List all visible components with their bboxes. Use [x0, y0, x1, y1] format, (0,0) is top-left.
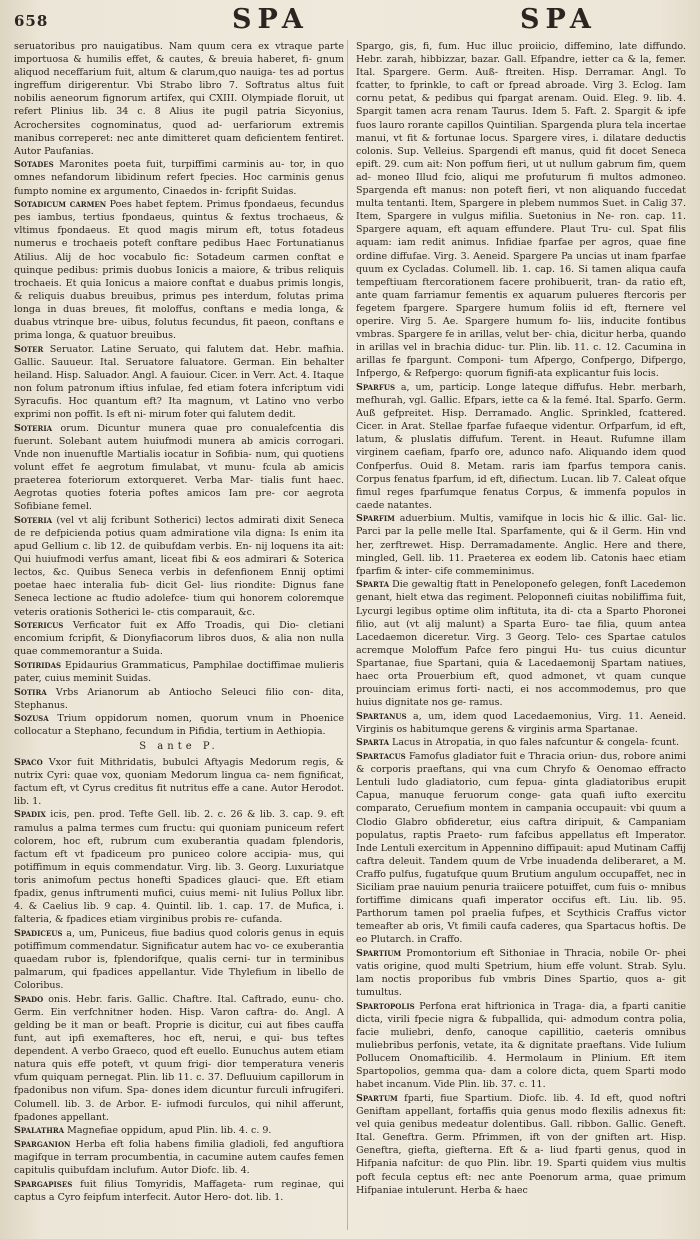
dictionary-entry: [356, 1092, 686, 1197]
entry-headword: Soter: [14, 343, 44, 355]
entry-text: Magnefiae oppidum, apud Plin. lib. 4. c. 9.: [67, 1125, 272, 1137]
entry-headword: Sotadicum carmen: [14, 199, 107, 211]
dictionary-entry: [14, 1178, 344, 1204]
dictionary-entry: [356, 512, 686, 577]
entry-text: Poes habet feptem. Primus fpondaeus, fecundus pes iambus, tertius fpondaeus, quintus & fextus trochaeus, & vltimus fpondaeus. Et quod magis mirum eft, totus fotadeus numerus e trochaeis poteft conftare pedibus Haec Fortunatianus Atilius. Alij de hoc vocabulo fic: Sotadeum carmen conftat e quinque pedibus: primis duobus Ionicis a maiore, & tribus reliquis trochaeis. Et quia Ionicus a maiore conftat e duabus primis longis, & reliquis duabus breuibus, primus pes interdum, folutas prima longa in duas breues, fit moloffus, conftans e media longa, & duabus vtrinque bre- uibus, folutus fecundus, fit paeon, conftans e prima longa, & quatuor breuibus.: [14, 199, 344, 342]
entry-headword: Spaco: [14, 756, 43, 768]
entry-headword: Sparganion: [14, 1138, 71, 1150]
dictionary-entry: [14, 659, 344, 685]
dictionary-entry: [356, 710, 686, 736]
entry-text: a, um, idem quod Lacedaemonius, Virg. 11. Aeneid. Virginis os habitumque gerens & virginis arma Spartanae.: [356, 710, 686, 735]
entry-headword: Sparfus: [356, 381, 395, 393]
entry-headword: Sparta: [356, 737, 389, 749]
entry-text: a, um, particip. Longe lateque diffufus. Hebr. merbarh, mefhurah, vgl. Gallic. Efpars, iette ca & la femé. Ital. Sparfo. Germ. Auß gefpreitet. Hisp. Derramado. Anglic. Sprinkled, fcattered. Cicer. in Arat. Stellae fparfae fufaeque videntur. Orfparfum, id eft, latum, & pluslatis diffufum. Terent. in Heaut. Rufumne illam virginem caefiam, fparfo ore, adunco nafo. Aliquando idem quod Confperfus. Ouid 8. Metam. raris iam fparfus tempora canis. Corpus fenatus fparfum, id eft, difiectum. Lucan. lib 7. Caleat ofque fimul reges fparfumque fenatus Corpus, & immenfa populos in caede natantes.: [356, 381, 686, 511]
entry-headword: Soteria: [14, 514, 53, 526]
section-separator: [14, 740, 344, 753]
entry-text: onis. Hebr. faris. Gallic. Chaftre. Ital. Caftrado, eunu- cho. Germ. Ein verfchnitner hoden. Hisp. Varon caftra- do. Angl. A gelding be it man or beaft. Proprie is dicitur, cui aut fibes cauffa funt, aut ipfi exemafteres, hoc eft, nerui, e qui- bus teftes dependent. A verbo Graeco, quod eft euello. Eunuchus autem etiam natura quis effe poteft, vt quum frigi- dior temperatura veneris vfum quiquam pernegat. Plin. lib 11. c. 37. Defluuium capillorum in fpadonibus non vifum. Spa- dones idem dicuntur furculi infrugiferi. Columell. lib. 3. de Arbor. E- iufmodi furculos, qui nihil afferunt, fpadones appellant.: [14, 993, 344, 1123]
entry-text: fuit filius Tomyridis, Maffageta- rum reginae, qui captus a Cyro feipfum interfecit. Autor Hero- dot. lib. 1.: [14, 1178, 344, 1203]
entry-headword: Spartopolis: [356, 1000, 415, 1012]
entry-headword: Sparta: [356, 579, 389, 591]
entry-text: a, um, Puniceus, fiue badius quod coloris genus in equis potiffimum commendatur. Significatur autem hac vo- ce exuberantia quaedam rubor is, fplendorifque, qualis cerni- tur in terminibus palmarum, qui fpadices appellantur. Vide Thylefium in libello de Coloribus.: [14, 927, 344, 992]
dictionary-entry: [14, 40, 344, 158]
entry-text: (vel vt alij fcribunt Sotherici) lectos admirati dixit Seneca de re defpicienda potius quam admiratione vila digna: Is enim ita apud Gellium c. lib 12. de quibufdam verbis. En- nij loquens ita ait: Qui huiufmodi verfus amant, liceat fibi & eos admirari & Soterica lectos, &c. Quibus Seneca verbis in defenfionem Ennij optimi poetae haec interalia fub- dicit Gel- lius riondite: Dignus fane Seneca lectione ac ftudio adolefce- tium qui honorem coloremque veteris orationis Sotherici le- ctis comparauit, &c.: [14, 514, 344, 618]
dictionary-entry: [14, 927, 344, 992]
dictionary-entry: [356, 578, 686, 709]
running-head-left: SPA: [232, 4, 309, 35]
page-number: 658: [14, 12, 49, 30]
entry-text: fparti, fiue Spartium. Diofc. lib. 4. Id eft, quod noftri Geniftam appellant, fortaffis quia genus modo flexilis adnexus fit: vel quia genibus medeatur dolentibus. Gall. ribbon. Gallic. Geneft. Ital. Geneftra. Germ. Pfrimmen, ift von der gniften art. Hisp. Geneftra, giefta, giefterna. Eft & a- liud fparti genus, quod in Hifpania nafcitur: de quo Plin. libr. 19. Sparti quidem vius multis poft fecula ceptus eft: nec ante Poenorum arma, quae primum Hifpaniae intulerunt. Herba & haec: [356, 1093, 686, 1196]
entry-headword: Sotericus: [14, 620, 64, 632]
dictionary-entry: [14, 343, 344, 422]
right-column: [356, 40, 686, 1230]
dictionary-entry: [356, 1000, 686, 1092]
dictionary-entry: [14, 686, 344, 712]
entry-headword: Spartium: [356, 947, 402, 959]
entry-headword: Sparfim: [356, 513, 395, 525]
entry-text: orum. Dicuntur munera quae pro conualefcentia dis fuerunt. Solebant autem huiufmodi munera ab amicis corrogari. Vnde non inuenuftle Martialis iocatur in Sofibia- num, qui quotiens volunt effet fe aegrotum fimulabat, vt munu- fcula ab amicis praeterea foteriorum extorqueret. Verba Mar- tialis funt haec. Aegrotas quoties foteria poftes amicos Iam pre- cor aegrota Sofibiane femel.: [14, 422, 344, 513]
entry-headword: Spartacus: [356, 751, 406, 763]
dictionary-entry: [356, 750, 686, 946]
dictionary-entry: [14, 158, 344, 197]
entry-text: Epidaurius Grammaticus, Pamphilae doctiffimae mulieris pater, cuius meminit Suidas.: [14, 659, 344, 684]
entry-headword: Soteria: [14, 422, 53, 434]
entry-headword: Sotiridas: [14, 659, 62, 671]
entry-text: aduerbium. Multis, vamifque in locis hic & illic. Gal- lic. Parci par la pelle melle Ital. Sparfamente, qui & il Germ. Hin vnd her, zerftrewet. Hisp. Derramadamente. Anglic. Here and there, mingled, Gell. lib. 11. Praeterea ex eodem lib. Catonis haec etiam fparfim & inter- cife commeminimus.: [356, 513, 686, 577]
dictionary-entry: [356, 40, 686, 380]
entry-text: Vxor fuit Mithridatis, bubulci Aftyagis Medorum regis, & nutrix Cyri: quae vox, quoniam Medorum lingua ca- nem fignificat, factum eft, vt Cyrus creditus fit nutritus effe a cane. Autor Herodot. lib. 1.: [14, 756, 344, 807]
entry-text: Die gewaltig ftatt in Peneloponefo gelegen, fonft Lacedemon genant, hielt etwa das regiment. Peloponnefi ciuitas nobiliffima fuit, Lycurgi legibus optime olim inftituta, ita di- cta a Sparto Phoronei filio, aut (vt alij malunt) a Sparta Euro- tae filia, quum antea Lacedaemon diceretur. Virg. 3 Georg. Telo- ces Spartae catulos acremque Moloffum Pafce fero pingui Hu- tus cuius dicuntur Spartanae, fiue Spartani, quia & Lacedaemonij Spartam natiues, haec orta Prouerbium eft, quod admonet, vt quam cunque prouinciam erimus forti- nacti, ei nos accommodemus, pro que huius dignitate nos ge- ramus.: [356, 579, 686, 709]
entry-text: Seruator. Latine Seruato, qui falutem dat. Hebr. mafhia. Gallic. Sauueur. Ital. Seruatore faluatore. German. Ein behalter heiland. Hisp. Saluador. Angl. A fauiour. Cicer. in Verr. Act. 4. Itaque non folum patronum iftius infulae, fed etiam foterа infcriptum vidi Syracufis. Hoc quantum eft? Ita magnum, vt Latino vno verbo exprimi non poffit. Is eft ni- mirum foter qui falutem dedit.: [14, 343, 344, 421]
entry-headword: Sozusa: [14, 713, 49, 725]
dictionary-entry: [14, 1138, 344, 1177]
entry-text: icis, pen. prod. Tefte Gell. lib. 2. c. 26 & lib. 3. cap. 9. eft ramulus a palma termes cum fructu: qui quoniam puniceum refert colorem, hoc eft, rubrum cum exuberantia quadam fplendoris, factum eft vt fpadiceum pro puniceo colore accipia- mus, qui potiffimum in equis commendatur. Virg. lib. 3. Georg. Luxuriatque toris animofum pectus honefti Spadices glauci- que. Eft etiam fpadix, genus inftrumenti mufici, cuius memi- nit Iulius Pollux libr. 4. & Caelius lib. 9 cap. 4. Quintil. lib. 1. cap. 17. de Mufica, i. falteria, & fpadices etiam virginibus probis re- cufanda.: [14, 809, 344, 926]
dictionary-entry: [14, 619, 344, 658]
entry-headword: Spadiceus: [14, 927, 63, 939]
entry-headword: Spartanus: [356, 710, 407, 722]
entry-text: Trium oppidorum nomen, quorum vnum in Phoenice collocatur a Stephano, fecundum in Pifidia, tertium in Aethiopia.: [14, 713, 344, 738]
entry-headword: Spargapises: [14, 1178, 73, 1190]
entry-headword: Sotades: [14, 159, 54, 171]
dictionary-entry: [14, 1124, 344, 1137]
section-separator-text: S ante P.: [139, 741, 219, 753]
entry-text: Vrbs Arianorum ab Antiocho Seleuci filio con- dita, Stephanus.: [14, 686, 344, 711]
entry-text: Perfona erat hiftrionica in Traga- dia, a fparti canitie dicta, virili fpecie nigra & fubpallida, qui- admodum contra polia, facie muliebri, denfo, canoque capillitio, caeteris omnibus muliebribus perfonis, vetate, ita & dignitate praeftans. Vide Iulium Pollucem Onomafticilib. 4. Hermolaum in Plinium. Eft item Spartopolios, gemma qua- dam a colore dicta, quem Sparti modo habet incanum. Vide Plin. lib. 37. c. 11.: [356, 1000, 686, 1091]
entry-headword: Spado: [14, 993, 44, 1005]
entry-text: seruatoribus pro nauigatibus. Nam quum cera ex vtraque parte importuosa & humilis effet, & cautes, & breuia haberet, fi- gnum aliquod neceffarium fuit, altum & clarum,quo nauiga- tes ad portus ingreffum dirigerentur. Vbi Strabo libro 7. Softratus altus fuit nobilis aeneorum fignorum artifex, qui CXIII. Olympiade floruit, ut refert Plinius lib. 34 c. 8 Alius ite pugil patria Sicyonius, Acrochersites cognominatus, quod ad- uerfariorum extremis manibus correperet: nec ante dimitteret quam deficientem fentiret. Autor Paufanias.: [14, 41, 344, 157]
dictionary-entry: [356, 947, 686, 999]
dictionary-entry: [14, 198, 344, 342]
left-column: [14, 40, 344, 1230]
running-head-right: SPA: [520, 4, 597, 35]
entry-text: Lacus in Atropatia, in quo fales nafcuntur & congela- fcunt.: [392, 737, 679, 749]
page-header: [0, 4, 700, 38]
entry-headword: Sotira: [14, 686, 47, 698]
entry-headword: Spalathra: [14, 1125, 65, 1137]
entry-text: Verficator fuit ex Affo Troadis, qui Dio- cletiani encomium fcripfit, & Dionyfiacorum libros duos, & alia non nulla quae commemorantur a Suida.: [14, 620, 344, 658]
entry-headword: Spadix: [14, 809, 46, 821]
entry-text: Maronites poeta fuit, turpiffimi carminis au- tor, in quo omnes nefandorum libidinum refert fpecies. Hoc carminis genus fumpto nomine ex argumento, Cinaedos in- fcripfit Suidas.: [14, 159, 344, 197]
dictionary-entry: [356, 381, 686, 512]
entry-text: Herba eft folia habens fimilia gladioli, fed anguftiora magifque in terram procumbentia, in cacumine autem caufes femen capitulis quibufdam inclufum. Autor Diofc. lib. 4.: [14, 1138, 344, 1176]
dictionary-entry: [14, 422, 344, 514]
entry-text: Promontorium eft Sithoniae in Thracia, nobile Or- phei vatis origine, quod multi Spetrium, hium effe volunt. Strab. Sylu. lam noctis proporibus fub vmbris Dines Spartio, quos a- git tumultus.: [356, 947, 686, 999]
entry-text: Spargo, gis, fi, fum. Huc illuc proiicio, diffemino, late diffundo. Hebr. zarah, hibbizzar, bazar. Gall. Efpandre, ietter ca & la, femer. Ital. Spargere. Germ. Auß- ftreiten. Hisp. Derramar. Angl. To fcatter, to fprinkle, to caft or fpread abroade. Virg 3. Eclog. Iam cornu petat, & pedibus qui fpargat arenam. Ouid. Eleg. 9. lib. 4. Spargit tamen acra renam Taurus. Idem 5. Faft. 2. Spargit & ipfe fuos lauro rorante capillos Quintilian. Spargenda plura tela incertae manui, vt fit & fortunae locus. Spargere vires, i. dilatare deductis colonis. Sup. Velleius. Spargendi eft manus, quid fit docet Seneca epift. 29. cum ait: Non poffum fieri, ut ut nullum gabrum fim, quem ad- moneo Illud fcio, aliqui me profuturum fi multos admoneo. Spargenda eft manus: non poteft fieri, vt non aliquando fuccedat multa tentanti. Item, Spargere in plebem nummos Suet. in Calig 37. Item, Spargere in vulgus mifilia. Suetonius in Ne- ron. cap. 11. Spargere aquam, eft aquam effundere. Plaut Tru- cul. Spat filis aquam: iam redit animus. Infidiae fparfae per agros, quae fine ordine diffufae. Virg. 3. Aeneid. Spargere Pa uncias ut inam fparfae quum ex Cycladas. Columell. lib. 1. cap. 16. Si tamen aliqua caufa tempeftiuam ftercorationem facere prohibuerit, tran- da ratio eft, ante quam farriamur fementis ex aquarum pulueres ftercoris per fegetem fpargere. Spargere humum foliis id eft, fternere vel operire. Virg 5. Ae. Spargere humum fo- liis, inducite fontibus vmbras. Spargere fe in arillas, velut ber- chia, dicitur herba, quando in arillas vel in brachia diduc- tur. Plin. lib. 11. c. 12. Cacumina in arillas fe fpargunt. Componi- tum Afpergo, Confpergo, Difpergo, Infpergo, & Refpergo: quorum fignifi-ata explicantur fuis locis.: [356, 41, 686, 380]
column-divider: [347, 40, 348, 1230]
dictionary-entry: [14, 514, 344, 619]
dictionary-entry: [356, 736, 686, 749]
entry-headword: Spartum: [356, 1093, 398, 1104]
dictionary-entry: [14, 993, 344, 1124]
dictionary-entry: [14, 756, 344, 808]
dictionary-entry: [14, 712, 344, 738]
dictionary-entry: [14, 808, 344, 926]
entry-text: Famofus gladiator fuit e Thracia oriun- dus, robore animi & corporis praeftans, qui vna cum Chryfo & Oenomao effracto Lentuli ludo gladiatorio, cum fepua- ginta gladiatoribus erupit Capua, manuque feruorum conge- gata quafi iufto exercitu comparato, Ceruefium montem in campania occupauit: vbi quum a Clodio Glabro obfideretur, eius caftra diripuit, & Campaniam populatus, raptis Praeto- rum fafcibus appellatus eft Imperator. Inde Lentuli exercitum in Appennino diffipauit: apud Mutinam Caffij caftra deleuit. Tandem quum de Vrbe inuadenda deliberaret, a M. Craffo pulfus, fugatufque quum Brutium angulum occupaffet, nec in Siciliam prae nauium penuria traiicere potuiffet, cum fuis o- mnibus fortiffime dimicans quafi imperator occifus eft. Liu. lib. 95. Parthorum tamen pol praelia fufpes, et Scythicis Craffus victor temeafter ab oris, Vt fimili caufa caderes, qua Spartacus hoftis. De eo Plutarch. in Craffo.: [356, 751, 686, 946]
